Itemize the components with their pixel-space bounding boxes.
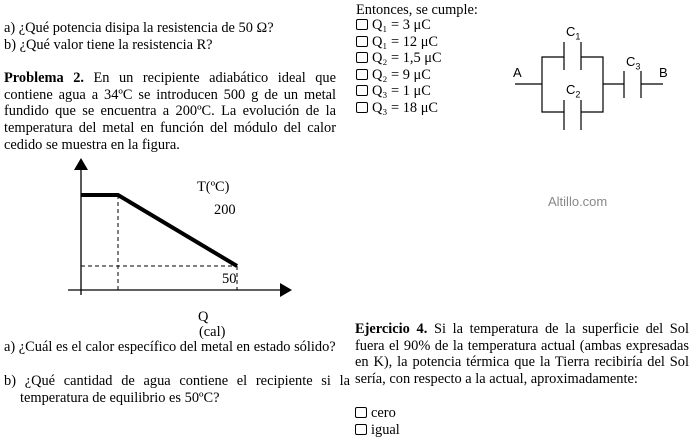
x-axis-arrow-icon <box>280 283 292 297</box>
problem-2-a: a) ¿Cuál es el calor específico del metal en estado sólido? <box>4 339 336 355</box>
checkbox[interactable] <box>356 85 368 96</box>
problem-2-b: b) ¿Qué cantidad de agua contiene el recipiente si la temperatura de equilibrio es 50ºC? <box>4 373 350 406</box>
option-4[interactable]: Q₂ = 9 μC <box>356 67 431 84</box>
c1-label: $C_1$ <box>566 24 581 42</box>
checkbox[interactable] <box>356 102 368 113</box>
c3-label: $C_3$ <box>626 54 641 72</box>
problem-2-text: En un recipiente adiabático ideal que contiene agua a 34ºC se introducen 500 g de un metal fundido que se encuentra a 200ºC. La evolución de la temperatura del metal en función del módulo del calor cedido se muestra en la figura. <box>4 70 336 153</box>
checkbox[interactable] <box>355 407 367 418</box>
y-axis-arrow-icon <box>74 158 88 170</box>
options-intro: Entonces, se cumple: <box>356 2 478 18</box>
checkbox[interactable] <box>356 69 368 80</box>
watermark: Altillo.com <box>548 194 608 209</box>
exercise-4 <box>355 321 689 388</box>
x-axis-label: Q <box>198 309 209 325</box>
ex4-option-1[interactable]: cero <box>355 405 396 422</box>
problem-2 <box>4 70 336 154</box>
option-3[interactable]: Q₂ = 1,5 μC <box>356 50 442 67</box>
node-b-label: B <box>659 65 668 80</box>
question-b: b) ¿Qué valor tiene la resistencia R? <box>4 37 213 53</box>
option-5[interactable]: Q₃ = 1 μC <box>356 83 431 100</box>
y-value-50: 50 <box>222 271 237 287</box>
y-axis-label: T(ºC) <box>197 179 230 195</box>
x-axis-unit: (cal) <box>199 324 226 340</box>
checkbox[interactable] <box>356 36 368 47</box>
capacitor-circuit <box>500 20 680 135</box>
option-1[interactable]: Q₁ = 3 μC <box>356 17 431 34</box>
exercise-4-title: Ejercicio 4. <box>355 321 428 337</box>
ex4-option-2[interactable]: igual <box>355 422 400 439</box>
checkbox[interactable] <box>356 52 368 63</box>
option-6[interactable]: Q₃ = 18 μC <box>356 100 438 117</box>
c2-label: $C_2$ <box>566 82 581 100</box>
question-a: a) ¿Qué potencia disipa la resistencia de 50 Ω? <box>4 20 274 36</box>
node-a-label: A <box>513 65 522 80</box>
option-2[interactable]: Q₁ = 12 μC <box>356 34 438 51</box>
checkbox[interactable] <box>356 19 368 30</box>
problem-2-title: Problema 2. <box>4 70 84 86</box>
y-value-200: 200 <box>214 202 236 218</box>
temperature-heat-graph <box>0 150 350 340</box>
checkbox[interactable] <box>355 424 367 435</box>
exercise-4-text: Si la temperatura de la superficie del Sol fuera el 90% de la temperatura actual (ambas expresadas en K), la potencia térmica que la Tierra recibiría del Sol sería, con respecto a la actual, aproximadamente: <box>355 321 689 388</box>
